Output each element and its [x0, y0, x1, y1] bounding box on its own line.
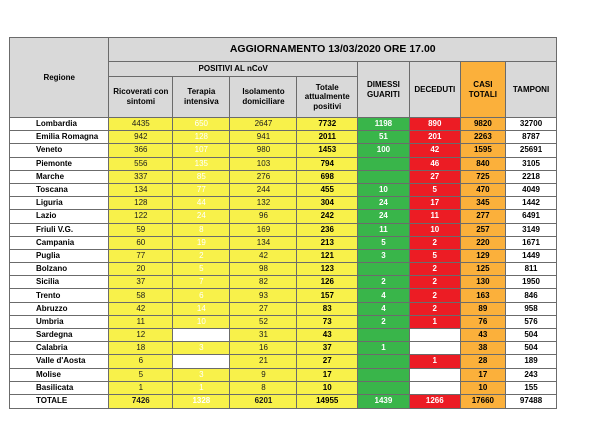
cell-casi-totali: 17660 [460, 394, 505, 408]
cell-ricoverati: 5 [109, 368, 173, 381]
cell-isolamento: 98 [230, 263, 297, 276]
cell-casi-totali: 1595 [460, 144, 505, 157]
cell-regione: Liguria [10, 197, 109, 210]
cell-dimessi: 24 [358, 197, 410, 210]
cell-casi-totali: 725 [460, 170, 505, 183]
table-row [10, 210, 557, 223]
cell-terapia: 2 [173, 249, 230, 262]
cell-ricoverati: 60 [109, 236, 173, 249]
cell-deceduti: 1 [409, 355, 460, 368]
cell-isolamento: 27 [230, 302, 297, 315]
cell-totale-positivi: 304 [297, 197, 358, 210]
table-row [10, 236, 557, 249]
cell-tamponi: 243 [506, 368, 557, 381]
cell-terapia: 128 [173, 131, 230, 144]
cell-casi-totali: 76 [460, 315, 505, 328]
total-row [10, 394, 557, 408]
cell-dimessi: 10 [358, 183, 410, 196]
cell-casi-totali: 10 [460, 381, 505, 394]
cell-isolamento: 244 [230, 183, 297, 196]
header-deceduti: DECEDUTI [409, 62, 460, 118]
cell-deceduti: 10 [409, 223, 460, 236]
table-row [10, 315, 557, 328]
table-row [10, 157, 557, 170]
cell-dimessi [358, 263, 410, 276]
cell-casi-totali: 345 [460, 197, 505, 210]
cell-regione: Lazio [10, 210, 109, 223]
cell-isolamento: 980 [230, 144, 297, 157]
cell-tamponi: 846 [506, 289, 557, 302]
cell-casi-totali: 163 [460, 289, 505, 302]
cell-isolamento: 6201 [230, 394, 297, 408]
cell-ricoverati: 7426 [109, 394, 173, 408]
header-casi-totali: CASI TOTALI [460, 62, 505, 118]
cell-dimessi [358, 170, 410, 183]
cell-deceduti: 2 [409, 276, 460, 289]
cell-dimessi: 4 [358, 302, 410, 315]
cell-totale-positivi: 73 [297, 315, 358, 328]
cell-dimessi: 2 [358, 276, 410, 289]
cell-totale-positivi: 14955 [297, 394, 358, 408]
cell-tamponi: 1442 [506, 197, 557, 210]
cell-totale-positivi: 126 [297, 276, 358, 289]
cell-ricoverati: 134 [109, 183, 173, 196]
table-row [10, 131, 557, 144]
cell-dimessi: 1 [358, 342, 410, 355]
cell-totale-positivi: 121 [297, 249, 358, 262]
cell-terapia: 14 [173, 302, 230, 315]
cell-ricoverati: 18 [109, 342, 173, 355]
cell-regione: Marche [10, 170, 109, 183]
cell-ricoverati: 4435 [109, 118, 173, 131]
cell-tamponi: 8787 [506, 131, 557, 144]
cell-tamponi: 504 [506, 342, 557, 355]
cell-dimessi [358, 368, 410, 381]
cell-regione: Calabria [10, 342, 109, 355]
cell-dimessi: 1439 [358, 394, 410, 408]
cell-dimessi: 100 [358, 144, 410, 157]
header-terapia: Terapia intensiva [173, 77, 230, 118]
cell-deceduti [409, 329, 460, 342]
cell-tamponi: 3105 [506, 157, 557, 170]
cell-regione: Valle d'Aosta [10, 355, 109, 368]
cell-isolamento: 96 [230, 210, 297, 223]
table-row [10, 302, 557, 315]
header-ricoverati: Ricoverati con sintomi [109, 77, 173, 118]
cell-isolamento: 9 [230, 368, 297, 381]
cell-terapia: 10 [173, 315, 230, 328]
header-positivi-group: POSITIVI AL nCoV [109, 62, 358, 77]
cell-regione: Sicilia [10, 276, 109, 289]
cell-tamponi: 3149 [506, 223, 557, 236]
header-dimessi: DIMESSI GUARITI [358, 62, 410, 118]
cell-regione: Bolzano [10, 263, 109, 276]
cell-tamponi: 32700 [506, 118, 557, 131]
cell-terapia: 1 [173, 381, 230, 394]
cell-tamponi: 504 [506, 329, 557, 342]
table-row [10, 118, 557, 131]
cell-deceduti: 5 [409, 183, 460, 196]
cell-ricoverati: 128 [109, 197, 173, 210]
cell-isolamento: 132 [230, 197, 297, 210]
cell-casi-totali: 2263 [460, 131, 505, 144]
cell-isolamento: 52 [230, 315, 297, 328]
cell-regione: TOTALE [10, 394, 109, 408]
cell-ricoverati: 58 [109, 289, 173, 302]
page-title: AGGIORNAMENTO 13/03/2020 ORE 17.00 [109, 38, 557, 62]
cell-terapia [173, 355, 230, 368]
cell-terapia: 107 [173, 144, 230, 157]
table-row [10, 197, 557, 210]
cell-casi-totali: 17 [460, 368, 505, 381]
cell-dimessi: 3 [358, 249, 410, 262]
cell-totale-positivi: 1453 [297, 144, 358, 157]
cell-ricoverati: 37 [109, 276, 173, 289]
cell-ricoverati: 1 [109, 381, 173, 394]
cell-tamponi: 25691 [506, 144, 557, 157]
cell-terapia: 19 [173, 236, 230, 249]
cell-ricoverati: 942 [109, 131, 173, 144]
cell-tamponi: 155 [506, 381, 557, 394]
cell-regione: Friuli V.G. [10, 223, 109, 236]
cell-totale-positivi: 27 [297, 355, 358, 368]
cell-dimessi: 2 [358, 315, 410, 328]
cell-deceduti: 2 [409, 263, 460, 276]
cell-dimessi: 1198 [358, 118, 410, 131]
cell-casi-totali: 125 [460, 263, 505, 276]
cell-dimessi [358, 329, 410, 342]
cell-casi-totali: 840 [460, 157, 505, 170]
cell-isolamento: 16 [230, 342, 297, 355]
cell-regione: Abruzzo [10, 302, 109, 315]
cell-regione: Basilicata [10, 381, 109, 394]
cell-tamponi: 1449 [506, 249, 557, 262]
cell-totale-positivi: 37 [297, 342, 358, 355]
cell-isolamento: 21 [230, 355, 297, 368]
table-row [10, 223, 557, 236]
cell-totale-positivi: 794 [297, 157, 358, 170]
cell-isolamento: 93 [230, 289, 297, 302]
table-row [10, 342, 557, 355]
cell-ricoverati: 77 [109, 249, 173, 262]
cell-dimessi: 51 [358, 131, 410, 144]
cell-deceduti: 42 [409, 144, 460, 157]
cell-ricoverati: 12 [109, 329, 173, 342]
table-row [10, 329, 557, 342]
cell-casi-totali: 89 [460, 302, 505, 315]
cell-isolamento: 276 [230, 170, 297, 183]
cell-deceduti: 46 [409, 157, 460, 170]
table-row [10, 170, 557, 183]
cell-isolamento: 941 [230, 131, 297, 144]
cell-casi-totali: 43 [460, 329, 505, 342]
cell-casi-totali: 277 [460, 210, 505, 223]
cell-tamponi: 576 [506, 315, 557, 328]
header-tamponi: TAMPONI [506, 62, 557, 118]
cell-tamponi: 1671 [506, 236, 557, 249]
cell-deceduti: 27 [409, 170, 460, 183]
cell-dimessi: 5 [358, 236, 410, 249]
cell-totale-positivi: 242 [297, 210, 358, 223]
cell-dimessi [358, 381, 410, 394]
cell-isolamento: 2647 [230, 118, 297, 131]
cell-tamponi: 97488 [506, 394, 557, 408]
cell-deceduti: 5 [409, 249, 460, 262]
cell-terapia: 135 [173, 157, 230, 170]
cell-regione: Piemonte [10, 157, 109, 170]
cell-casi-totali: 220 [460, 236, 505, 249]
header-totale-positivi: Totale attualmente positivi [297, 77, 358, 118]
cell-regione: Veneto [10, 144, 109, 157]
cell-casi-totali: 470 [460, 183, 505, 196]
cell-regione: Sardegna [10, 329, 109, 342]
cell-dimessi: 4 [358, 289, 410, 302]
cell-tamponi: 4049 [506, 183, 557, 196]
cell-casi-totali: 9820 [460, 118, 505, 131]
cell-totale-positivi: 213 [297, 236, 358, 249]
cell-dimessi: 24 [358, 210, 410, 223]
cell-ricoverati: 556 [109, 157, 173, 170]
cell-terapia: 3 [173, 342, 230, 355]
table-row [10, 368, 557, 381]
cell-ricoverati: 11 [109, 315, 173, 328]
cell-regione: Lombardia [10, 118, 109, 131]
cell-terapia: 77 [173, 183, 230, 196]
cell-deceduti: 2 [409, 236, 460, 249]
cell-deceduti: 1266 [409, 394, 460, 408]
cell-terapia: 3 [173, 368, 230, 381]
cell-isolamento: 42 [230, 249, 297, 262]
cell-totale-positivi: 236 [297, 223, 358, 236]
table-row [10, 355, 557, 368]
cell-totale-positivi: 83 [297, 302, 358, 315]
table-row [10, 289, 557, 302]
table-row [10, 263, 557, 276]
cell-tamponi: 189 [506, 355, 557, 368]
header-regione: Regione [10, 38, 109, 118]
cell-deceduti: 201 [409, 131, 460, 144]
cell-casi-totali: 257 [460, 223, 505, 236]
cell-tamponi: 2218 [506, 170, 557, 183]
table-row [10, 183, 557, 196]
table-row [10, 276, 557, 289]
cell-totale-positivi: 455 [297, 183, 358, 196]
cell-ricoverati: 42 [109, 302, 173, 315]
cell-terapia: 650 [173, 118, 230, 131]
cell-tamponi: 811 [506, 263, 557, 276]
cell-terapia: 5 [173, 263, 230, 276]
cell-casi-totali: 38 [460, 342, 505, 355]
cell-totale-positivi: 17 [297, 368, 358, 381]
cell-isolamento: 8 [230, 381, 297, 394]
cell-isolamento: 103 [230, 157, 297, 170]
cell-isolamento: 134 [230, 236, 297, 249]
cell-dimessi [358, 355, 410, 368]
cell-regione: Emilia Romagna [10, 131, 109, 144]
cell-deceduti [409, 342, 460, 355]
cell-deceduti: 17 [409, 197, 460, 210]
cell-ricoverati: 366 [109, 144, 173, 157]
cell-deceduti: 2 [409, 289, 460, 302]
cell-ricoverati: 59 [109, 223, 173, 236]
cell-regione: Toscana [10, 183, 109, 196]
cell-totale-positivi: 123 [297, 263, 358, 276]
cell-casi-totali: 130 [460, 276, 505, 289]
cell-terapia: 8 [173, 223, 230, 236]
table-row [10, 381, 557, 394]
cell-casi-totali: 129 [460, 249, 505, 262]
cell-ricoverati: 122 [109, 210, 173, 223]
cell-terapia: 1328 [173, 394, 230, 408]
cell-dimessi [358, 157, 410, 170]
cell-totale-positivi: 10 [297, 381, 358, 394]
cell-terapia: 24 [173, 210, 230, 223]
cell-ricoverati: 337 [109, 170, 173, 183]
cell-terapia: 6 [173, 289, 230, 302]
covid-regions-table [9, 37, 557, 409]
cell-tamponi: 1950 [506, 276, 557, 289]
cell-totale-positivi: 7732 [297, 118, 358, 131]
cell-deceduti: 890 [409, 118, 460, 131]
cell-casi-totali: 28 [460, 355, 505, 368]
cell-regione: Trento [10, 289, 109, 302]
table-row [10, 144, 557, 157]
cell-dimessi: 11 [358, 223, 410, 236]
cell-regione: Umbria [10, 315, 109, 328]
cell-tamponi: 6491 [506, 210, 557, 223]
cell-terapia: 44 [173, 197, 230, 210]
cell-deceduti [409, 381, 460, 394]
cell-deceduti: 2 [409, 302, 460, 315]
cell-totale-positivi: 698 [297, 170, 358, 183]
cell-isolamento: 31 [230, 329, 297, 342]
cell-tamponi: 958 [506, 302, 557, 315]
cell-deceduti: 11 [409, 210, 460, 223]
table-row [10, 249, 557, 262]
cell-terapia: 7 [173, 276, 230, 289]
cell-isolamento: 82 [230, 276, 297, 289]
cell-deceduti [409, 368, 460, 381]
cell-regione: Campania [10, 236, 109, 249]
cell-regione: Molise [10, 368, 109, 381]
cell-totale-positivi: 157 [297, 289, 358, 302]
cell-isolamento: 169 [230, 223, 297, 236]
cell-regione: Puglia [10, 249, 109, 262]
cell-terapia [173, 329, 230, 342]
cell-ricoverati: 6 [109, 355, 173, 368]
cell-ricoverati: 20 [109, 263, 173, 276]
cell-deceduti: 1 [409, 315, 460, 328]
cell-terapia: 85 [173, 170, 230, 183]
cell-totale-positivi: 2011 [297, 131, 358, 144]
cell-totale-positivi: 43 [297, 329, 358, 342]
header-isolamento: Isolamento domiciliare [230, 77, 297, 118]
